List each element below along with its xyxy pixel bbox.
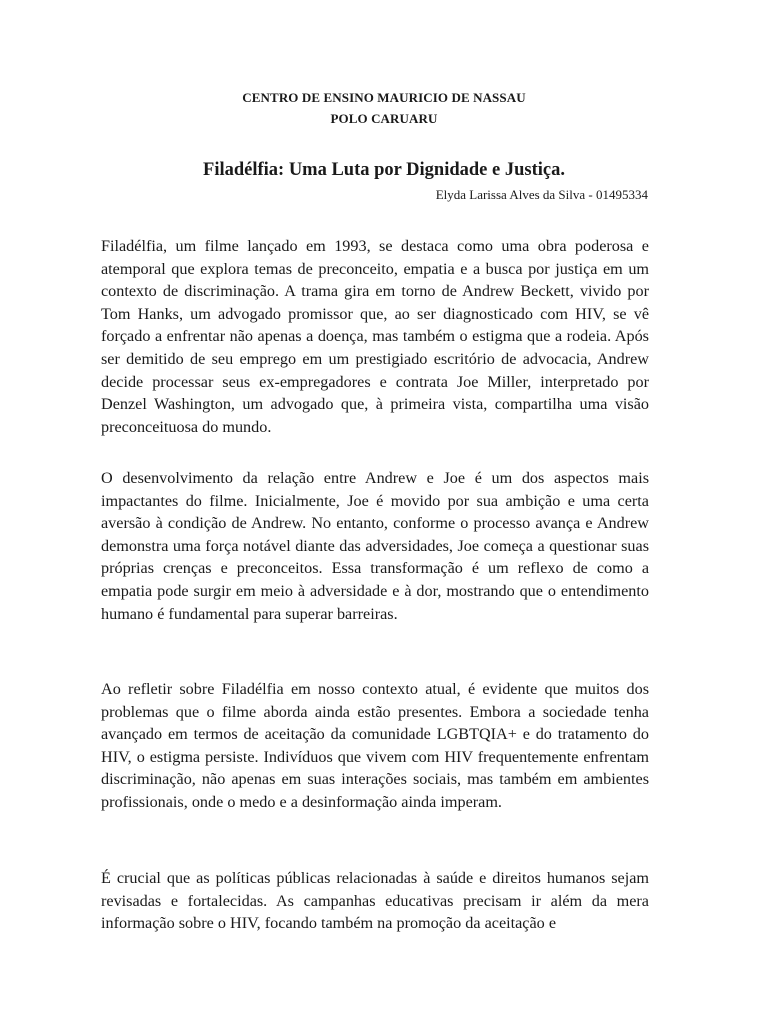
document-title: Filadélfia: Uma Luta por Dignidade e Justiça. bbox=[203, 160, 565, 180]
body-paragraph: Ao refletir sobre Filadélfia em nosso contexto atual, é evidente que muitos dos problemas que o filme aborda ainda estão presentes. Embora a sociedade tenha avançado em termos de aceitação da comunidade LGBTQIA+ e do tratamento do HIV, o estigma persiste. Indivíduos que vivem com HIV frequentemente enfrentam discriminação, não apenas em suas interações sociais, mas também em ambientes profissionais, onde o medo e a desinformação ainda imperam. bbox=[101, 680, 649, 811]
institution-heading: CENTRO DE ENSINO MAURICIO DE NASSAU bbox=[242, 90, 526, 105]
body-paragraph: Filadélfia, um filme lançado em 1993, se destaca como uma obra poderosa e atemporal que explora temas de preconceito, empatia e a busca por justiça em um contexto de discriminação. A trama gira em torno de Andrew Beckett, vivido por Tom Hanks, um advogado promissor que, ao ser diagnosticado com HIV, se vê forçado a enfrentar não apenas a doença, mas também o estigma que a rodeia. Após ser demitido de seu emprego em um prestigiado escritório de advocacia, Andrew decide processar seus ex-empregadores e contrata Joe Miller, interpretado por Denzel Washington, um advogado que, à primeira vista, compartilha uma visão preconceituosa do mundo. bbox=[101, 237, 649, 436]
campus-heading: POLO CARUARU bbox=[330, 111, 438, 126]
body-paragraph: É crucial que as políticas públicas relacionadas à saúde e direitos humanos sejam revisadas e fortalecidas. As campanhas educativas precisam ir além da mera informação sobre o HIV, focando também na promoção da aceitação e bbox=[101, 869, 649, 933]
author-line: Elyda Larissa Alves da Silva - 01495334 bbox=[435, 187, 648, 202]
body-paragraph: O desenvolvimento da relação entre Andrew e Joe é um dos aspectos mais impactantes do filme. Inicialmente, Joe é movido por sua ambição e uma certa aversão à condição de Andrew. No entanto, conforme o processo avança e Andrew demonstra uma força notável diante das adversidades, Joe começa a questionar suas próprias crenças e preconceitos. Essa transformação é um reflexo de como a empatia pode surgir em meio à adversidade e à dor, mostrando que o entendimento humano é fundamental para superar barreiras. bbox=[101, 469, 649, 623]
